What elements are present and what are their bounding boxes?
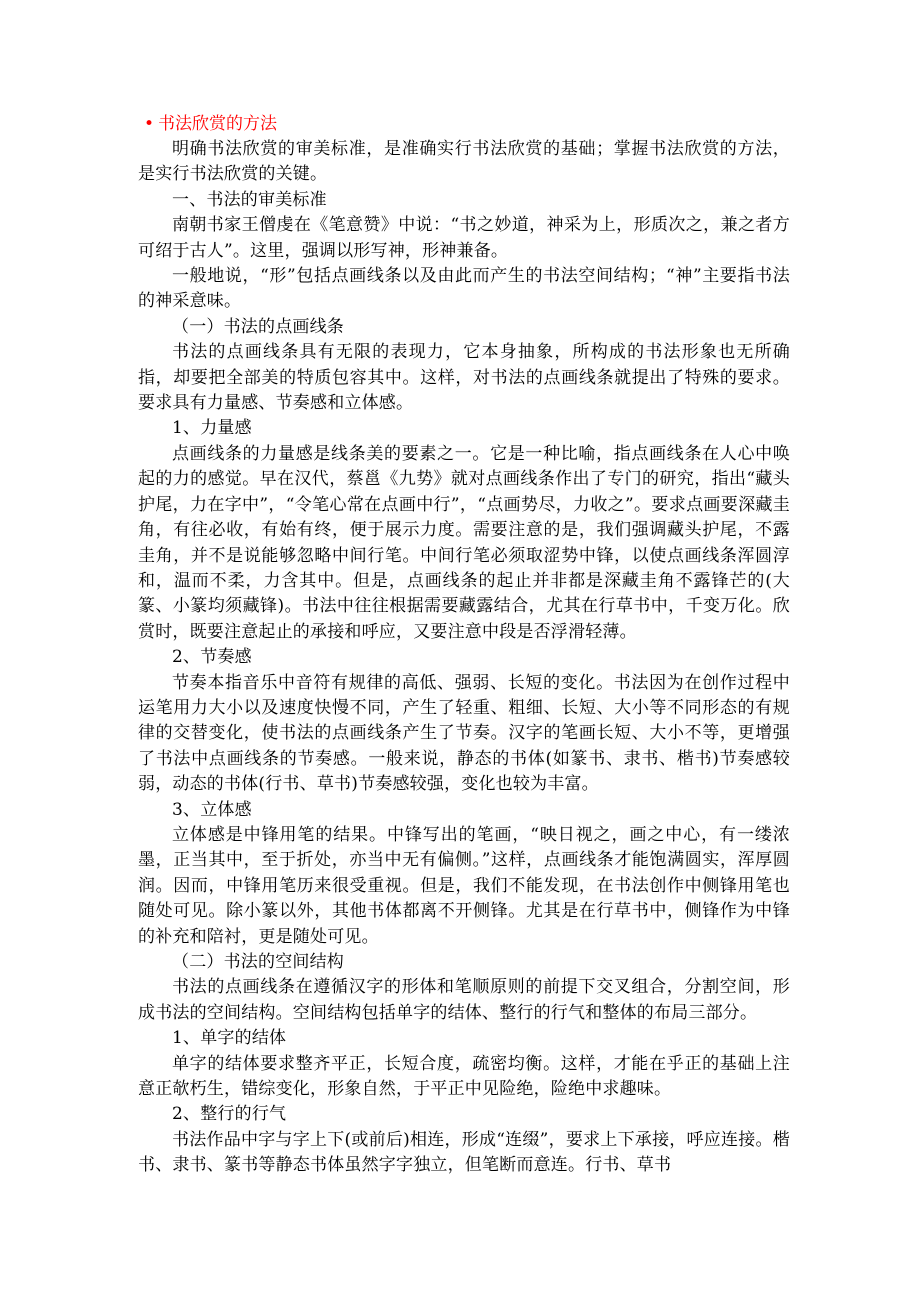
paragraph: 明确书法欣赏的审美标准，是准确实行书法欣赏的基础；掌握书法欣赏的方法，是实行书法欣赏的关键。: [138, 139, 790, 185]
paragraph: 南朝书家王僧虔在《笔意赞》中说：“书之妙道，神采为上，形质次之，兼之者方可绍于古人”。这里，强调以形写神，形神兼备。: [138, 215, 790, 261]
subsection-heading: （一）书法的点画线条: [172, 316, 344, 337]
item-heading: 1、单字的结体: [172, 1028, 287, 1049]
paragraph: 立体感是中锋用笔的结果。中锋写出的笔画，“映日视之，画之中心，有一缕浓墨，正当其中，至于折处，亦当中无有偏侧。”这样，点画线条才能饱满圆实，浑厚圆润。因而，中锋用笔历来很受重视。但是，我们不能发现，在书法创作中侧锋用笔也随处可见。除小篆以外，其他书体都离不开侧锋。尤其是在行草书中，侧锋作为中锋的补充和陪衬，更是随处可见。: [138, 824, 790, 947]
section-heading: 一、书法的审美标准: [172, 189, 327, 210]
paragraph: 点画线条的力量感是线条美的要素之一。它是一种比喻，指点画线条在人心中唤起的力的感觉。早在汉代，蔡邕《九势》就对点画线条作出了专门的研究，指出“藏头护尾，力在字中”，“令笔心常在点画中行”，“点画势尽，力收之”。要求点画要深藏圭角，有往必收，有始有终，便于展示力度。需要注意的是，我们强调藏头护尾，不露圭角，并不是说能够忽略中间行笔。中间行笔必须取涩势中锋，以使点画线条浑圆淳和，温而不柔，力含其中。但是，点画线条的起止并非都是深藏圭角不露锋芒的(大篆、小篆均须藏锋)。书法中往往根据需要藏露结合，尤其在行草书中，千变万化。欣赏时，既要注意起止的承接和呼应，又要注意中段是否浮滑轻薄。: [138, 443, 790, 642]
item-heading: 1、力量感: [172, 418, 252, 439]
paragraph: 单字的结体要求整齐平正，长短合度，疏密均衡。这样，才能在乎正的基础上注意正欹朽生，错综变化，形象自然，于平正中见险绝，险绝中求趣味。: [138, 1053, 790, 1100]
item-heading: 2、整行的行气: [172, 1104, 287, 1125]
paragraph: 书法的点画线条在遵循汉字的形体和笔顺原则的前提下交叉组合，分割空间，形成书法的空间结构。空间结构包括单字的结体、整行的行气和整体的布局三部分。: [138, 977, 790, 1023]
subsection-heading: （二）书法的空间结构: [172, 952, 344, 972]
document-title: [144, 112, 790, 136]
paragraph: 一般地说，“形”包括点画线条以及由此而产生的书法空间结构；“神”主要指书法的神采意味。: [138, 266, 790, 312]
paragraph: 书法的点画线条具有无限的表现力，它本身抽象，所构成的书法形象也无所确指，却要把全部美的特质包容其中。这样，对书法的点画线条就提出了特殊的要求。要求具有力量感、节奏感和立体感。: [138, 342, 790, 414]
bullet-icon: •: [144, 114, 155, 134]
item-heading: 2、节奏感: [172, 647, 252, 668]
paragraph: 书法作品中字与字上下(或前后)相连，形成“连缀”，要求上下承接，呼应连接。楷书、隶书、篆书等静态书体虽然字字独立，但笔断而意连。行书、草书: [138, 1129, 790, 1176]
item-heading: 3、立体感: [172, 799, 252, 820]
document-page: [138, 112, 790, 1179]
title-text: 书法欣赏的方法: [158, 114, 278, 134]
paragraph: 节奏本指音乐中音符有规律的高低、强弱、长短的变化。书法因为在创作过程中运笔用力大小以及速度快慢不同，产生了轻重、粗细、长短、大小等不同形态的有规律的交替变化，使书法的点画线条产生了节奏。汉字的笔画长短、大小不等，更增强了书法中点画线条的节奏感。一般来说，静态的书体(如篆书、隶书、楷书)节奏感较弱，动态的书体(行书、草书)节奏感较强，变化也较为丰富。: [138, 672, 790, 795]
